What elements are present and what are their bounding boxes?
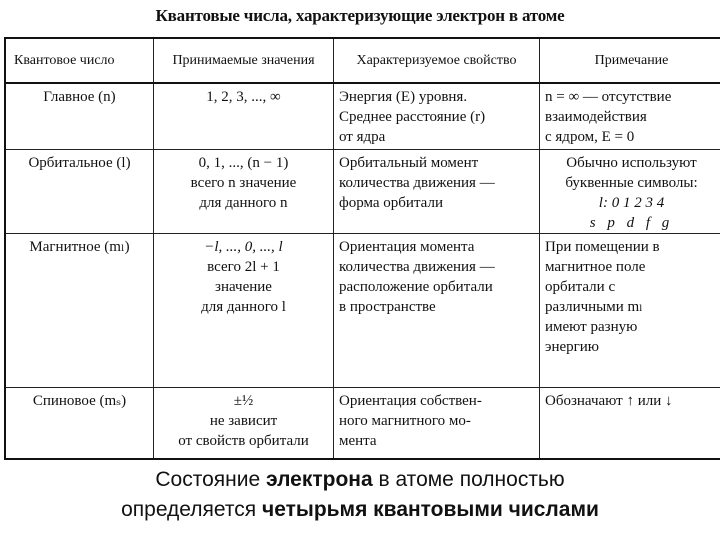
values-line: для данного n xyxy=(199,195,288,211)
values-line: всего n значение xyxy=(190,175,297,191)
cell-note xyxy=(540,234,720,388)
note-line: Обычно используют xyxy=(566,155,697,171)
note-line: n = ∞ — отсутствие xyxy=(545,89,672,105)
note-line: имеют разную xyxy=(545,319,638,335)
note-line: магнитное поле xyxy=(545,259,646,275)
property-line: расположение орбитали xyxy=(339,279,493,295)
header-property: Характеризуемое свойство xyxy=(334,38,540,83)
caption-line-1 xyxy=(0,465,720,495)
property-line: ного магнитного мо- xyxy=(339,413,471,429)
cell-note xyxy=(540,150,720,234)
note-line: различными mₗ xyxy=(545,299,643,315)
note-line: энергию xyxy=(545,339,600,355)
values-line: всего 2l + 1 xyxy=(207,259,280,275)
values-line: −l, ..., 0, ..., l xyxy=(204,239,283,255)
cell-note xyxy=(540,83,720,150)
cell-property xyxy=(334,388,540,460)
property-line: количества движения — xyxy=(339,175,495,191)
cell-values xyxy=(154,388,334,460)
values-line: значение xyxy=(215,279,272,295)
summary-caption xyxy=(0,465,720,525)
property-line: от ядра xyxy=(339,129,386,145)
values-line: от свойств орбитали xyxy=(178,433,309,449)
values-line: 0, 1, ..., (n − 1) xyxy=(198,155,289,171)
property-line: Энергия (E) уровня. xyxy=(339,89,468,105)
property-line: количества движения — xyxy=(339,259,495,275)
note-line: При помещении в xyxy=(545,239,660,255)
caption-emphasis: электрона xyxy=(266,468,373,491)
cell-property xyxy=(334,234,540,388)
caption-text: определяется xyxy=(121,498,262,521)
cell-note xyxy=(540,388,720,460)
header-note: Примечание xyxy=(540,38,720,83)
cell-property xyxy=(334,83,540,150)
caption-emphasis: четырьмя квантовыми числами xyxy=(262,498,599,521)
cell-name: Орбитальное (l) xyxy=(5,150,154,234)
values-line: для данного l xyxy=(201,299,286,315)
cell-values xyxy=(154,150,334,234)
cell-values xyxy=(154,234,334,388)
values-line: не зависит xyxy=(209,413,278,429)
header-quantum-number: Квантовое число xyxy=(5,38,154,83)
property-line: Орбитальный момент xyxy=(339,155,479,171)
page-title: Квантовые числа, характеризующие электрон в атоме xyxy=(155,6,565,25)
note-line-spin-arrows: Обозначают ↑ или ↓ xyxy=(545,393,673,409)
note-line: буквенные символы: xyxy=(565,175,698,191)
property-line: Ориентация собствен- xyxy=(339,393,482,409)
cell-values xyxy=(154,83,334,150)
table-row-orbital xyxy=(5,150,720,234)
property-line: Среднее расстояние (r) xyxy=(339,109,486,125)
caption-text: в атоме полностью xyxy=(372,468,565,491)
table-header-row xyxy=(5,38,720,83)
table-row-magnetic xyxy=(5,234,720,388)
property-line: форма орбитали xyxy=(339,195,443,211)
header-values: Принимаемые значения xyxy=(154,38,334,83)
quantum-numbers-table xyxy=(4,37,720,460)
property-line: в пространстве xyxy=(339,299,436,315)
values-line: ±½ xyxy=(233,393,254,409)
cell-property xyxy=(334,150,540,234)
note-line: взаимодействия xyxy=(545,109,647,125)
caption-text: Состояние xyxy=(155,468,266,491)
property-line: Ориентация момента xyxy=(339,239,475,255)
note-line: с ядром, E = 0 xyxy=(545,129,635,145)
values-line: 1, 2, 3, ..., ∞ xyxy=(206,89,281,105)
cell-name: Магнитное (mₗ) xyxy=(5,234,154,388)
note-line: орбитали с xyxy=(545,279,616,295)
caption-line-2 xyxy=(0,495,720,525)
cell-name: Спиновое (mₛ) xyxy=(5,388,154,460)
table-row-spin xyxy=(5,388,720,460)
table-row-principal xyxy=(5,83,720,150)
cell-name: Главное (n) xyxy=(5,83,154,150)
note-line-l-values: l: 0 1 2 3 4 xyxy=(598,195,665,211)
property-line: мента xyxy=(339,433,377,449)
note-line-letter-symbols: s p d f g xyxy=(589,215,674,231)
